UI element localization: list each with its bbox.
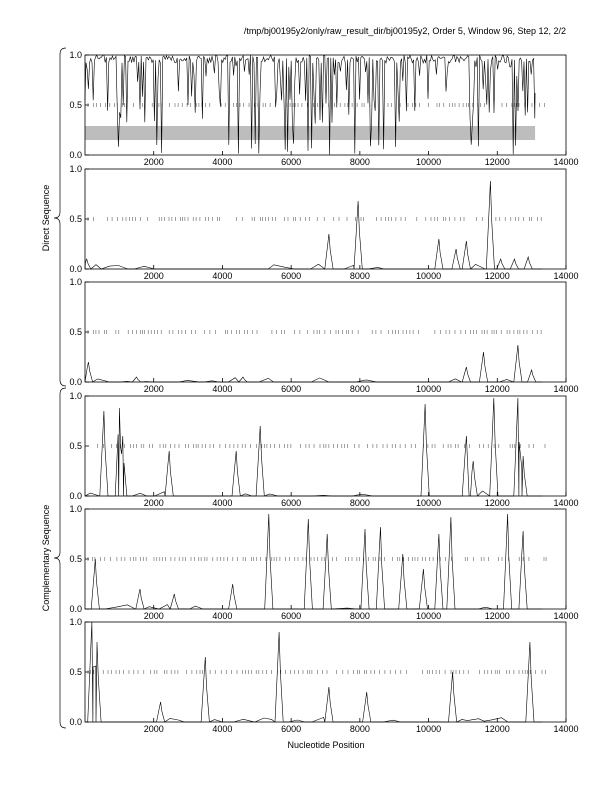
series-line xyxy=(85,622,542,722)
bracket-complementary xyxy=(54,388,66,728)
x-tick-label: 4000 xyxy=(212,271,233,281)
x-tick-label: 2000 xyxy=(143,384,164,394)
y-tick-label: 0.5 xyxy=(69,327,82,337)
x-tick-label: 12000 xyxy=(484,384,510,394)
marker-ticks xyxy=(88,217,541,221)
x-tick-label: 14000 xyxy=(553,498,579,508)
y-tick-label: 0.0 xyxy=(69,264,82,274)
x-tick-label: 12000 xyxy=(484,271,510,281)
group-label-direct: Direct Sequence xyxy=(41,184,51,252)
x-tick-label: 2000 xyxy=(143,157,164,167)
x-tick-label: 8000 xyxy=(349,611,370,621)
marker-ticks xyxy=(88,330,541,334)
y-tick-label: 0.5 xyxy=(69,667,82,677)
x-tick-label: 4000 xyxy=(212,157,233,167)
y-tick-label: 1.0 xyxy=(69,391,82,401)
x-tick-label: 10000 xyxy=(416,611,442,621)
x-tick-label: 12000 xyxy=(484,724,510,734)
x-tick-label: 2000 xyxy=(143,498,164,508)
header-title: /tmp/bj00195y2/only/raw_result_dir/bj00195y2, Order 5, Window 96, Step 12, 2/2 xyxy=(243,26,566,36)
series-line xyxy=(85,181,542,269)
y-tick-label: 0.0 xyxy=(69,604,82,614)
marker-ticks xyxy=(97,444,545,448)
x-tick-label: 4000 xyxy=(212,498,233,508)
series-line xyxy=(85,514,542,609)
x-tick-label: 4000 xyxy=(212,384,233,394)
y-tick-label: 1.0 xyxy=(69,277,82,287)
x-tick-label: 12000 xyxy=(484,157,510,167)
panel-1 xyxy=(69,50,578,167)
y-tick-label: 1.0 xyxy=(69,504,82,514)
x-tick-label: 4000 xyxy=(212,611,233,621)
x-tick-label: 8000 xyxy=(349,157,370,167)
x-tick-label: 10000 xyxy=(416,724,442,734)
x-tick-label: 14000 xyxy=(553,271,579,281)
panels-group xyxy=(69,50,578,734)
panel-5 xyxy=(69,504,578,621)
x-tick-label: 8000 xyxy=(349,384,370,394)
x-tick-label: 14000 xyxy=(553,724,579,734)
panel-3 xyxy=(69,277,578,394)
series-line xyxy=(85,398,542,496)
x-tick-label: 2000 xyxy=(143,611,164,621)
series-line xyxy=(85,345,542,382)
highlight-band xyxy=(85,126,535,140)
x-tick-label: 6000 xyxy=(281,611,302,621)
x-tick-label: 14000 xyxy=(553,157,579,167)
plot-frame xyxy=(85,509,566,609)
x-tick-label: 12000 xyxy=(484,611,510,621)
x-tick-label: 10000 xyxy=(416,498,442,508)
y-tick-label: 0.5 xyxy=(69,554,82,564)
x-tick-label: 6000 xyxy=(281,384,302,394)
x-tick-label: 8000 xyxy=(349,724,370,734)
group-label-complementary: Complementary Sequence xyxy=(41,504,51,612)
x-tick-label: 14000 xyxy=(553,611,579,621)
marker-ticks xyxy=(88,670,546,674)
x-tick-label: 6000 xyxy=(281,157,302,167)
x-tick-label: 8000 xyxy=(349,498,370,508)
panel-2 xyxy=(69,164,578,281)
y-tick-label: 1.0 xyxy=(69,50,82,60)
y-tick-label: 0.0 xyxy=(69,717,82,727)
x-tick-label: 10000 xyxy=(416,157,442,167)
y-tick-label: 0.0 xyxy=(69,377,82,387)
x-tick-label: 6000 xyxy=(281,724,302,734)
x-axis-label: Nucleotide Position xyxy=(287,740,365,750)
x-tick-label: 2000 xyxy=(143,271,164,281)
y-tick-label: 0.5 xyxy=(69,441,82,451)
x-tick-label: 14000 xyxy=(553,384,579,394)
x-tick-label: 4000 xyxy=(212,724,233,734)
panel-6 xyxy=(69,617,578,734)
y-tick-label: 0.0 xyxy=(69,491,82,501)
bracket-direct xyxy=(54,48,66,386)
x-tick-label: 6000 xyxy=(281,271,302,281)
x-tick-label: 2000 xyxy=(143,724,164,734)
y-tick-label: 0.5 xyxy=(69,214,82,224)
panel-4 xyxy=(69,391,578,508)
x-tick-label: 10000 xyxy=(416,384,442,394)
y-tick-label: 0.0 xyxy=(69,150,82,160)
x-tick-label: 6000 xyxy=(281,498,302,508)
marker-ticks xyxy=(88,557,546,561)
x-tick-label: 8000 xyxy=(349,271,370,281)
y-tick-label: 1.0 xyxy=(69,617,82,627)
x-tick-label: 12000 xyxy=(484,498,510,508)
y-tick-label: 0.5 xyxy=(69,100,82,110)
x-tick-label: 10000 xyxy=(416,271,442,281)
y-tick-label: 1.0 xyxy=(69,164,82,174)
